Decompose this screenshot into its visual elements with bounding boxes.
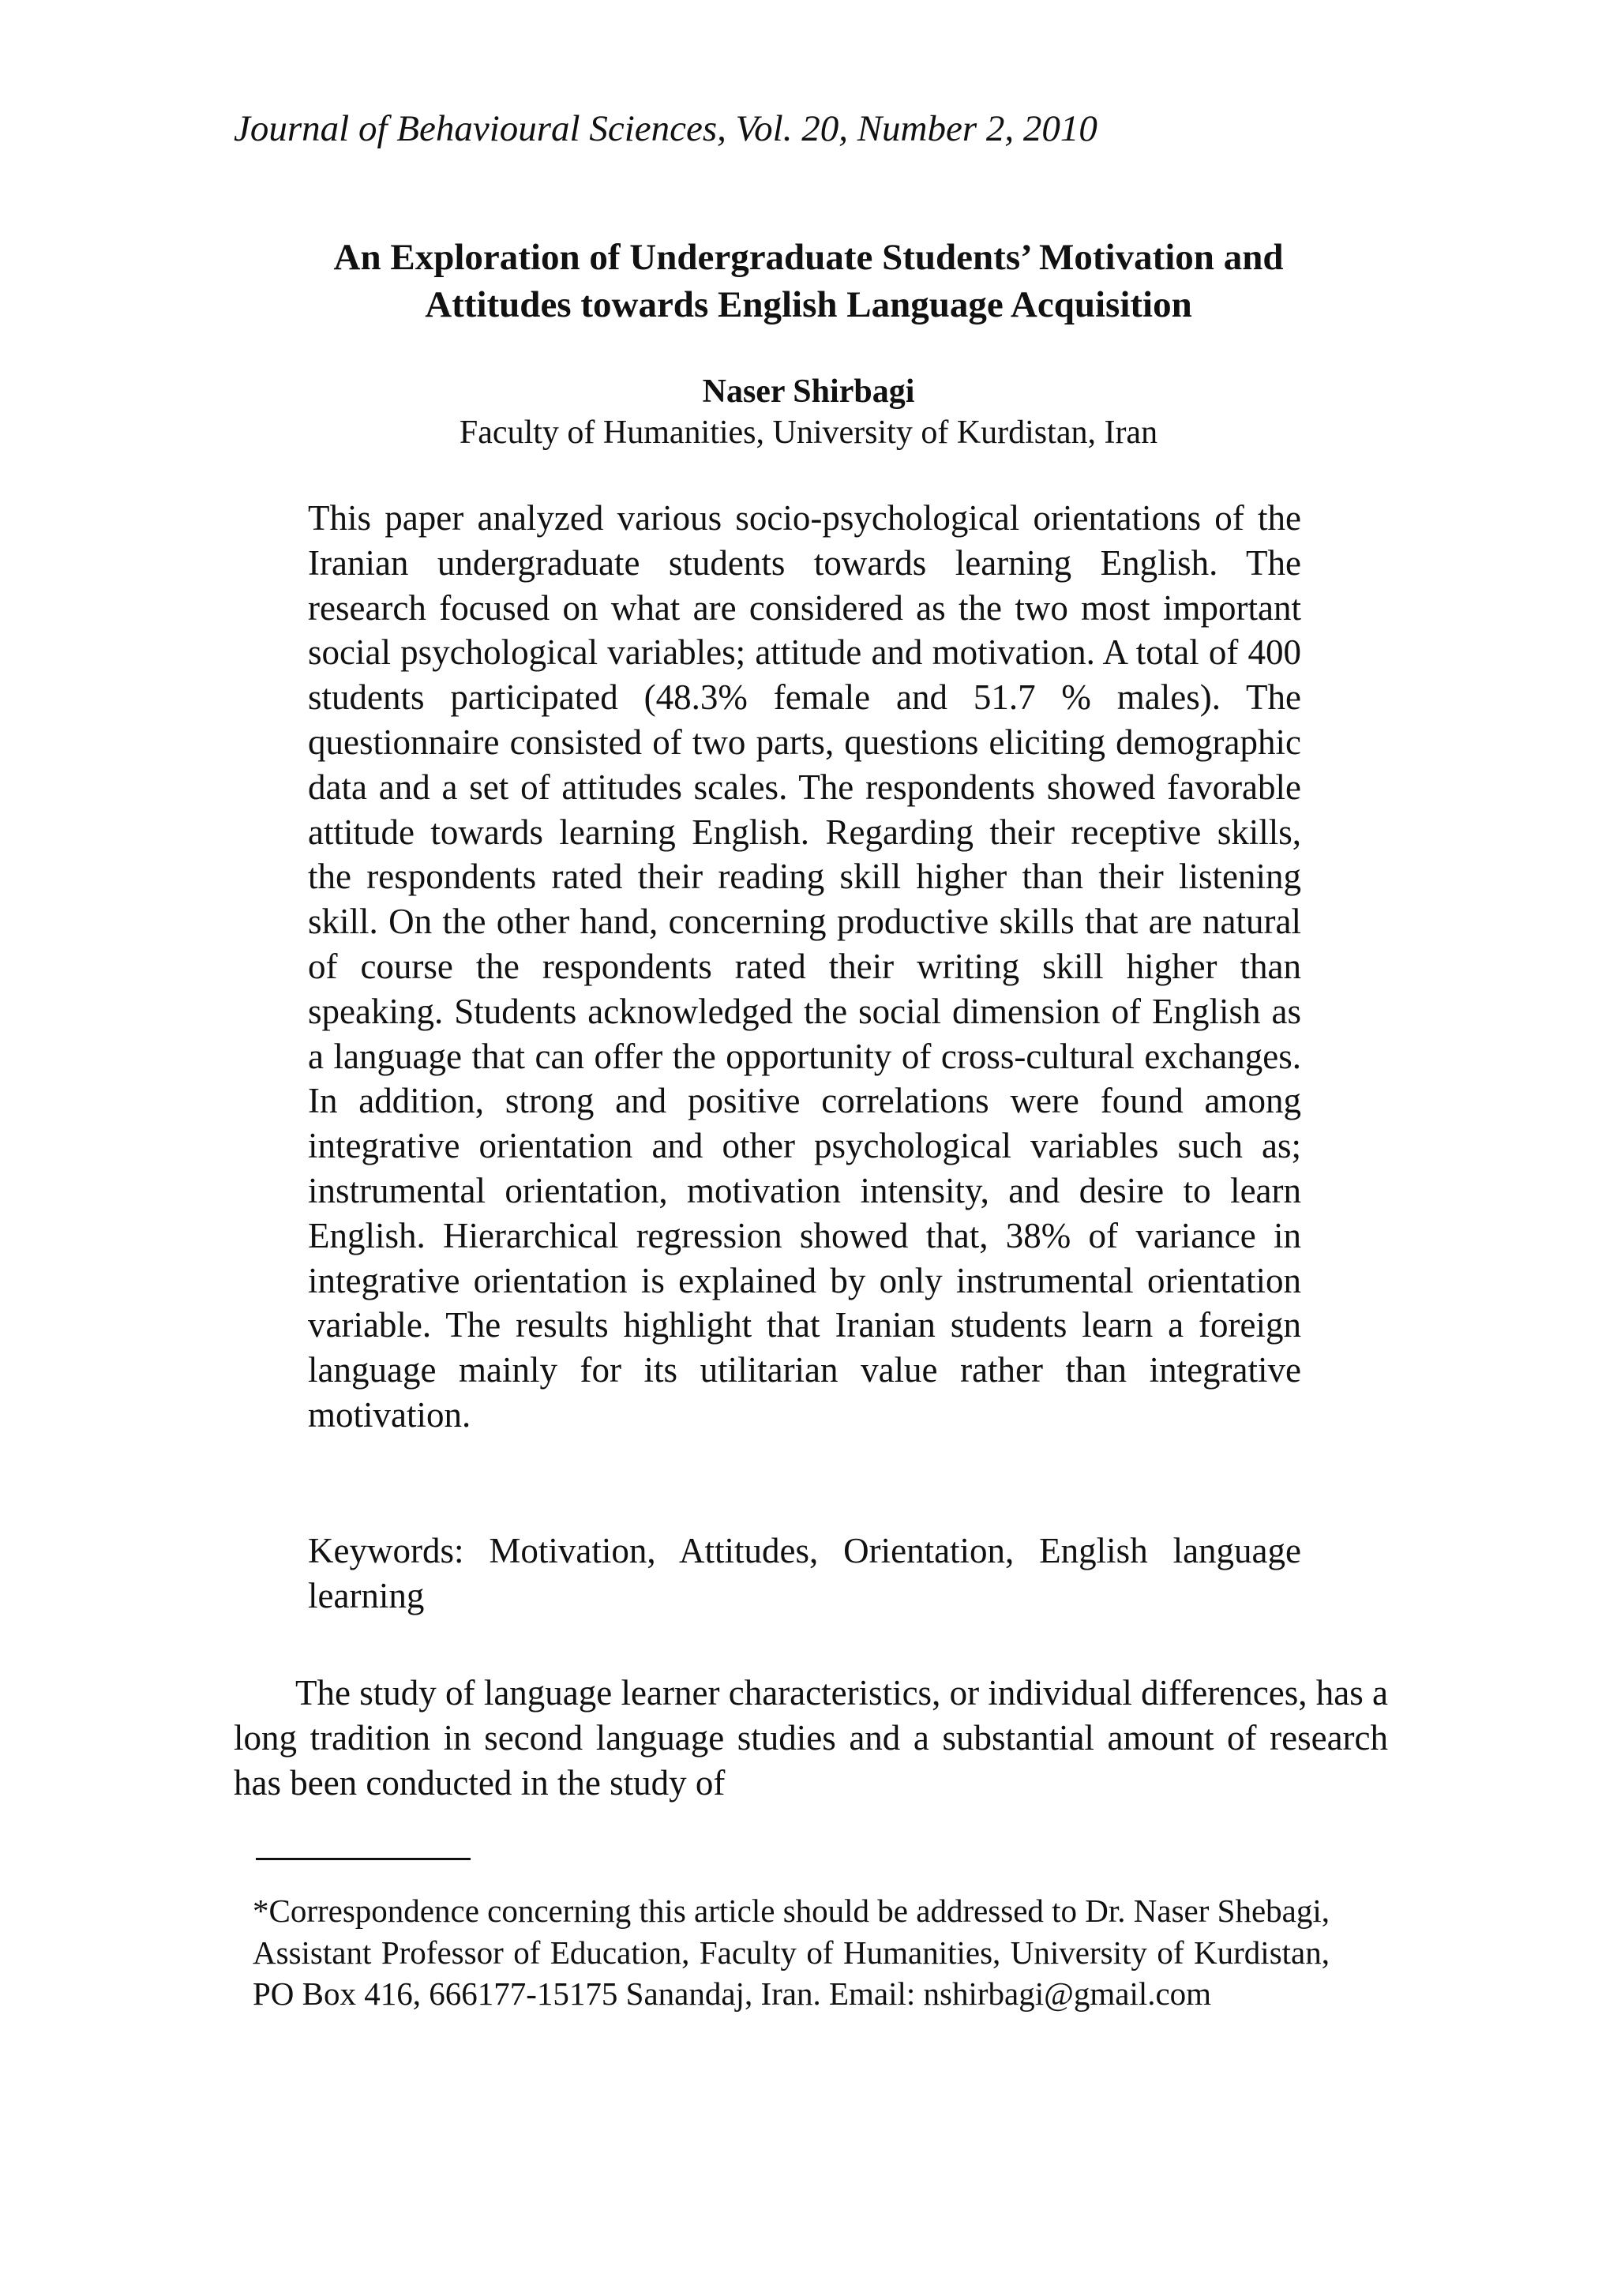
paper-title-line-1: An Exploration of Undergraduate Students’ Motivation and (333, 237, 1284, 278)
footnote-divider (256, 1858, 471, 1860)
correspondence-footnote: *Correspondence concerning this article should be addressed to Dr. Naser Shebagi, Assistant Professor of Education, Faculty of Humanities, University of Kurdistan, PO Box 416, 666177-15175 Sanandaj, Iran. Email: nshirbagi@gmail.com (253, 1893, 1330, 2012)
journal-header: Journal of Behavioural Sciences, Vol. 20, Number 2, 2010 (234, 108, 1097, 149)
author-name: Naser Shirbagi (702, 373, 915, 410)
author-affiliation: Faculty of Humanities, University of Kurdistan, Iran (459, 415, 1158, 451)
body-paragraph: The study of language learner characteristics, or individual differences, has a long tradition in second language studies and a substantial amount of research has been conducted in the study of (234, 1673, 1388, 1803)
keywords: Keywords: Motivation, Attitudes, Orientation, English language learning (308, 1531, 1301, 1615)
paper-title-line-2: Attitudes towards English Language Acquisition (425, 284, 1192, 325)
paper-title (237, 234, 1380, 328)
abstract-text: This paper analyzed various socio-psychological orientations of the Iranian undergraduate students towards learning English. The research focused on what are considered as the two most important social psychological variables; attitude and motivation. A total of 400 students participated (48.3% female and 51.7 % males). The questionnaire consisted of two parts, questions eliciting demographic data and a set of attitudes scales. The respondents showed favorable attitude towards learning English. Regarding their receptive skills, the respondents rated their reading skill higher than their listening skill. On the other hand, concerning productive skills that are natural of course the respondents rated their writing skill higher than speaking. Students acknowledged the social dimension of English as a language that can offer the opportunity of cross-cultural exchanges. In addition, strong and positive correlations were found among integrative orientation and other psychological variables such as; instrumental orientation, motivation intensity, and desire to learn English. Hierarchical regression showed that, 38% of variance in integrative orientation is explained by only instrumental orientation variable. The results highlight that Iranian students learn a foreign language mainly for its utilitarian value rather than integrative motivation. (308, 498, 1301, 1435)
